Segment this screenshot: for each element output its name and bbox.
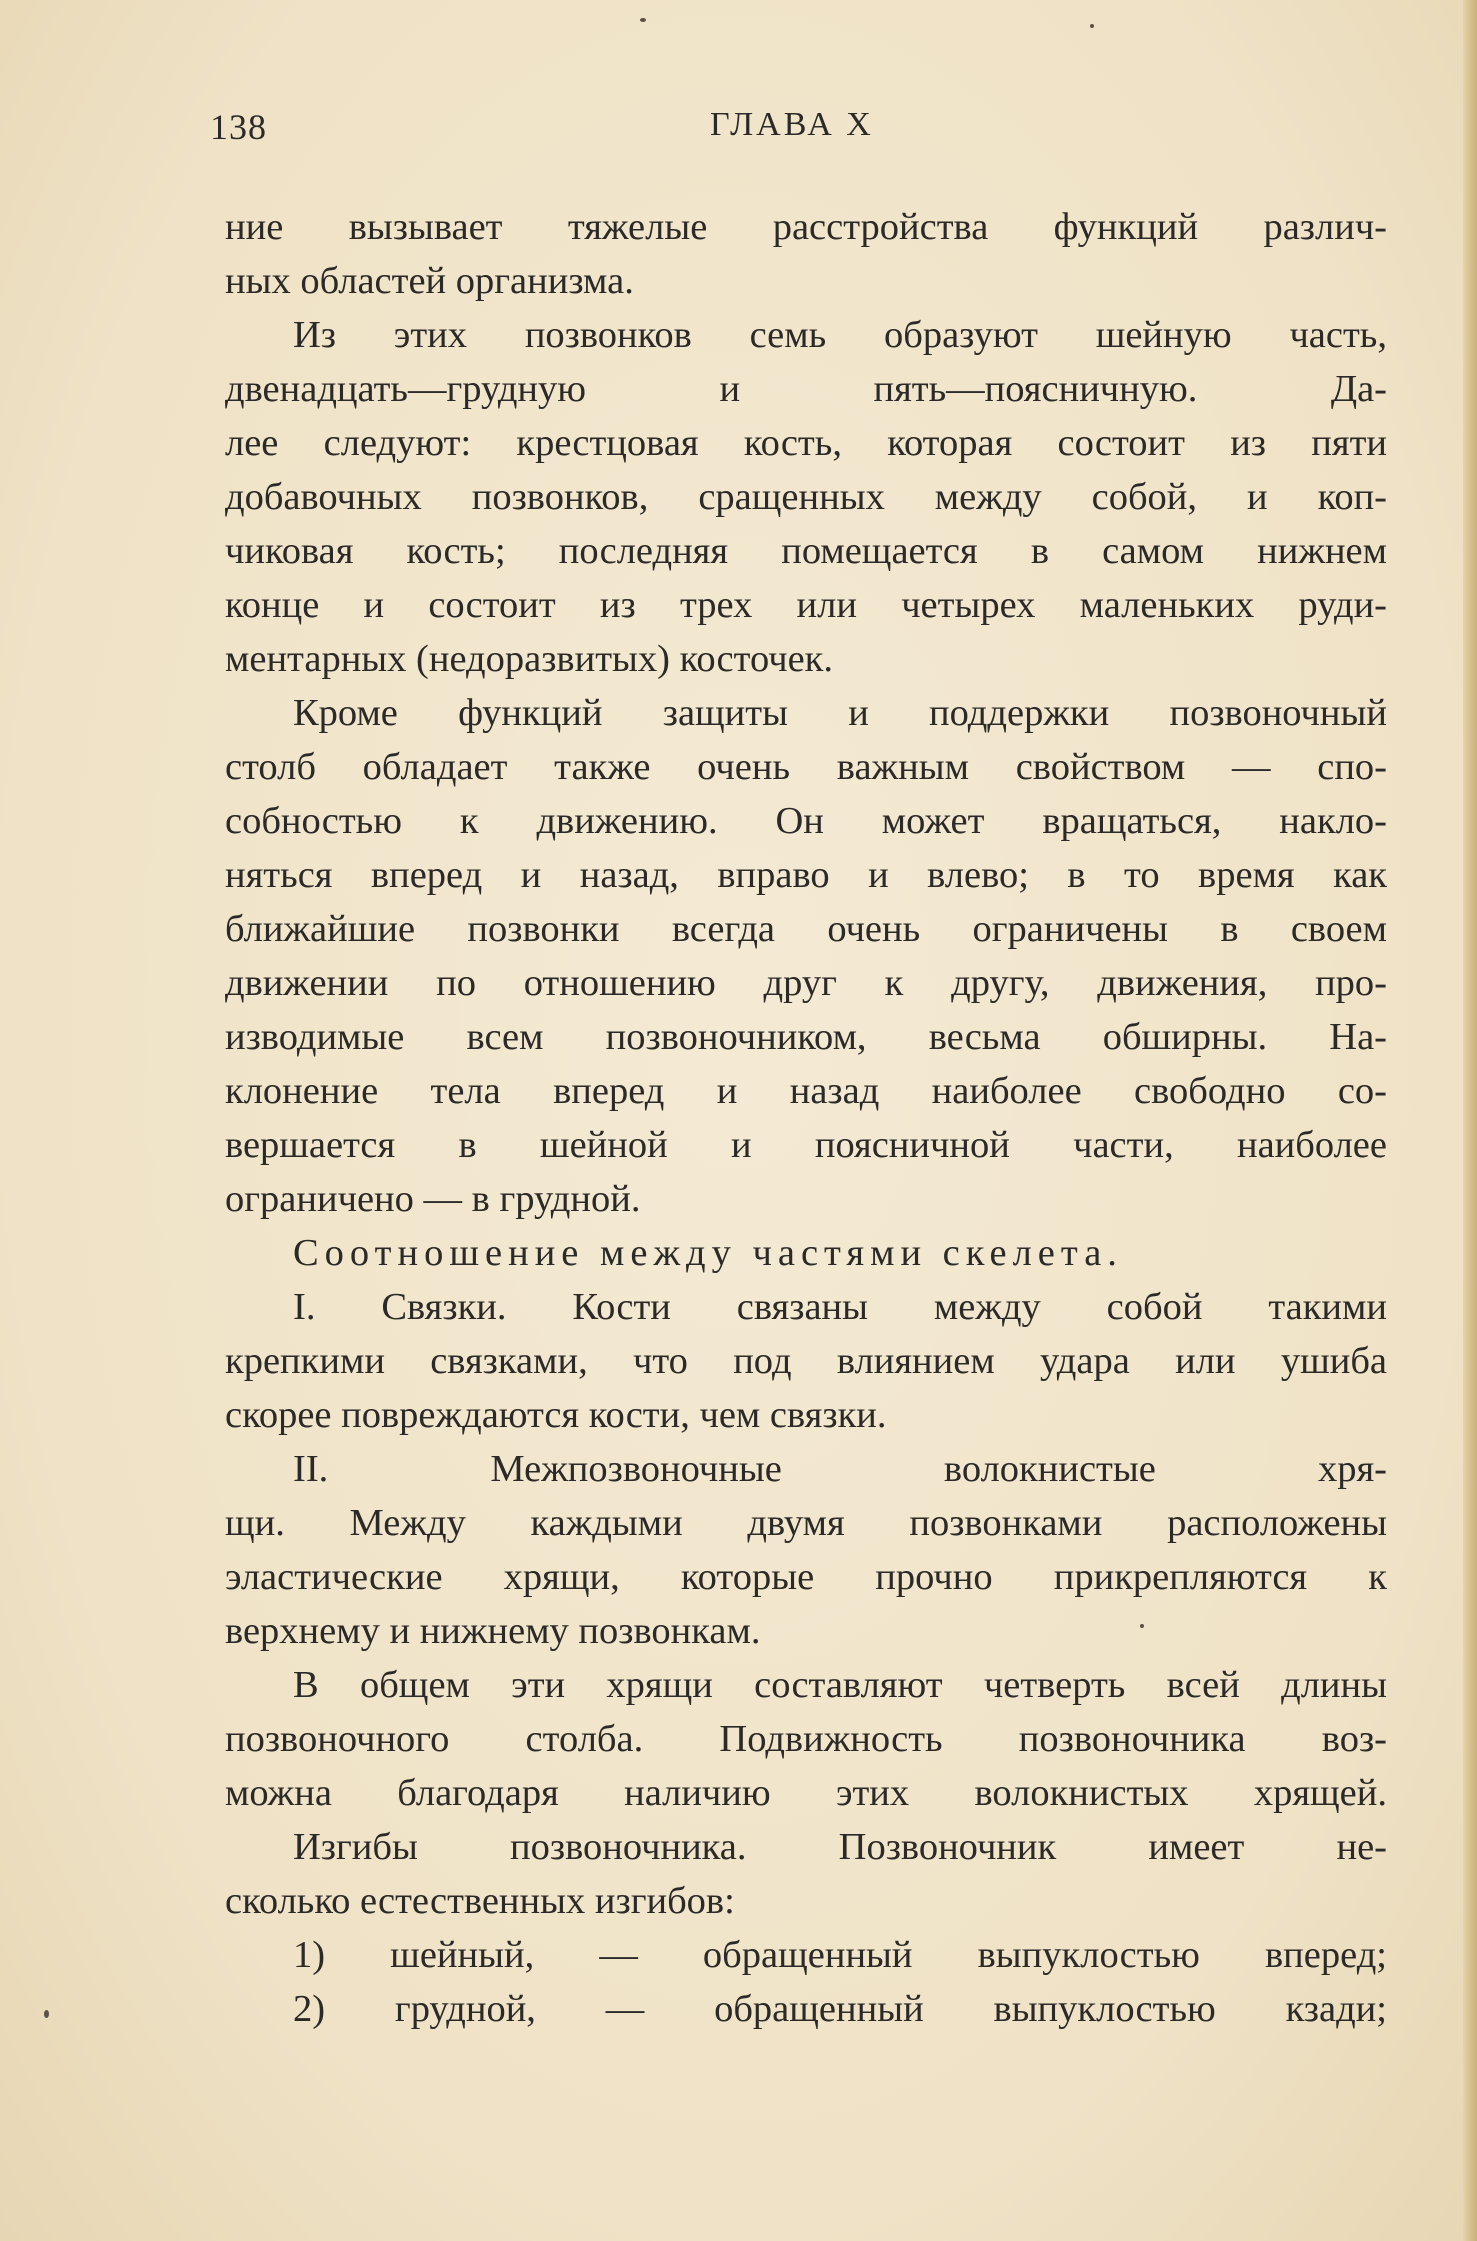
scan-speck	[44, 2010, 49, 2018]
text-line: ние вызывает тяжелые расстройства функций различ-	[225, 206, 1387, 248]
text-line: верхнему и нижнему позвонкам.	[225, 1610, 761, 1652]
text-line: II. Межпозвоночные волокнистые хря-	[293, 1448, 1387, 1490]
text-line: позвоночного столба. Подвижность позвоночника воз-	[225, 1718, 1387, 1760]
text-line: I. Связки. Кости связаны между собой такими	[293, 1286, 1387, 1328]
text-line: сколько естественных изгибов:	[225, 1880, 735, 1922]
page-edge	[1463, 0, 1477, 2241]
text-line: изводимые всем позвоночником, весьма обширны. На-	[225, 1016, 1387, 1058]
text-line: ограничено — в грудной.	[225, 1178, 641, 1220]
scan-speck	[1140, 1624, 1144, 1628]
text-line: двенадцать—грудную и пять—поясничную. Да-	[225, 368, 1387, 410]
text-line: можна благодаря наличию этих волокнистых хрящей.	[225, 1772, 1387, 1814]
text-line: скорее повреждаются кости, чем связки.	[225, 1394, 887, 1436]
text-line: Изгибы позвоночника. Позвоночник имеет не-	[293, 1826, 1387, 1868]
list-item: 1) шейный, — обращенный выпуклостью вперед;	[293, 1934, 1387, 1976]
text-line: конце и состоит из трех или четырех маленьких руди-	[225, 584, 1387, 626]
text-line: добавочных позвонков, сращенных между собой, и коп-	[225, 476, 1387, 518]
scan-speck	[1090, 24, 1094, 28]
text-line: вершается в шейной и поясничной части, наиболее	[225, 1124, 1387, 1166]
page-number: 138	[210, 107, 267, 147]
text-line: чиковая кость; последняя помещается в самом нижнем	[225, 530, 1387, 572]
text-line: Из этих позвонков семь образуют шейную часть,	[293, 314, 1387, 356]
running-head: ГЛАВА X	[710, 106, 874, 143]
text-line: ментарных (недоразвитых) косточек.	[225, 638, 833, 680]
text-line: лее следуют: крестцовая кость, которая состоит из пяти	[225, 422, 1387, 464]
text-line: Кроме функций защиты и поддержки позвоночный	[293, 692, 1387, 734]
body-text	[225, 200, 1387, 2036]
text-line: В общем эти хрящи составляют четверть всей длины	[293, 1664, 1387, 1706]
text-line: крепкими связками, что под влиянием удара или ушиба	[225, 1340, 1387, 1382]
text-line: клонение тела вперед и назад наиболее свободно со-	[225, 1070, 1387, 1112]
page-header	[210, 106, 1390, 156]
text-line: эластические хрящи, которые прочно прикрепляются к	[225, 1556, 1387, 1598]
section-heading: Соотношение между частями скелета.	[293, 1232, 1123, 1274]
text-line: ближайшие позвонки всегда очень ограничены в своем	[225, 908, 1387, 950]
text-line: движении по отношению друг к другу, движения, про-	[225, 962, 1387, 1004]
text-line: няться вперед и назад, вправо и влево; в то время как	[225, 854, 1387, 896]
scan-speck	[640, 18, 646, 22]
text-line: ных областей организма.	[225, 260, 634, 302]
text-line: щи. Между каждыми двумя позвонками расположены	[225, 1502, 1387, 1544]
text-line: собностью к движению. Он может вращаться, накло-	[225, 800, 1387, 842]
text-line: столб обладает также очень важным свойством — спо-	[225, 746, 1387, 788]
list-item: 2) грудной, — обращенный выпуклостью кзади;	[293, 1988, 1387, 2030]
